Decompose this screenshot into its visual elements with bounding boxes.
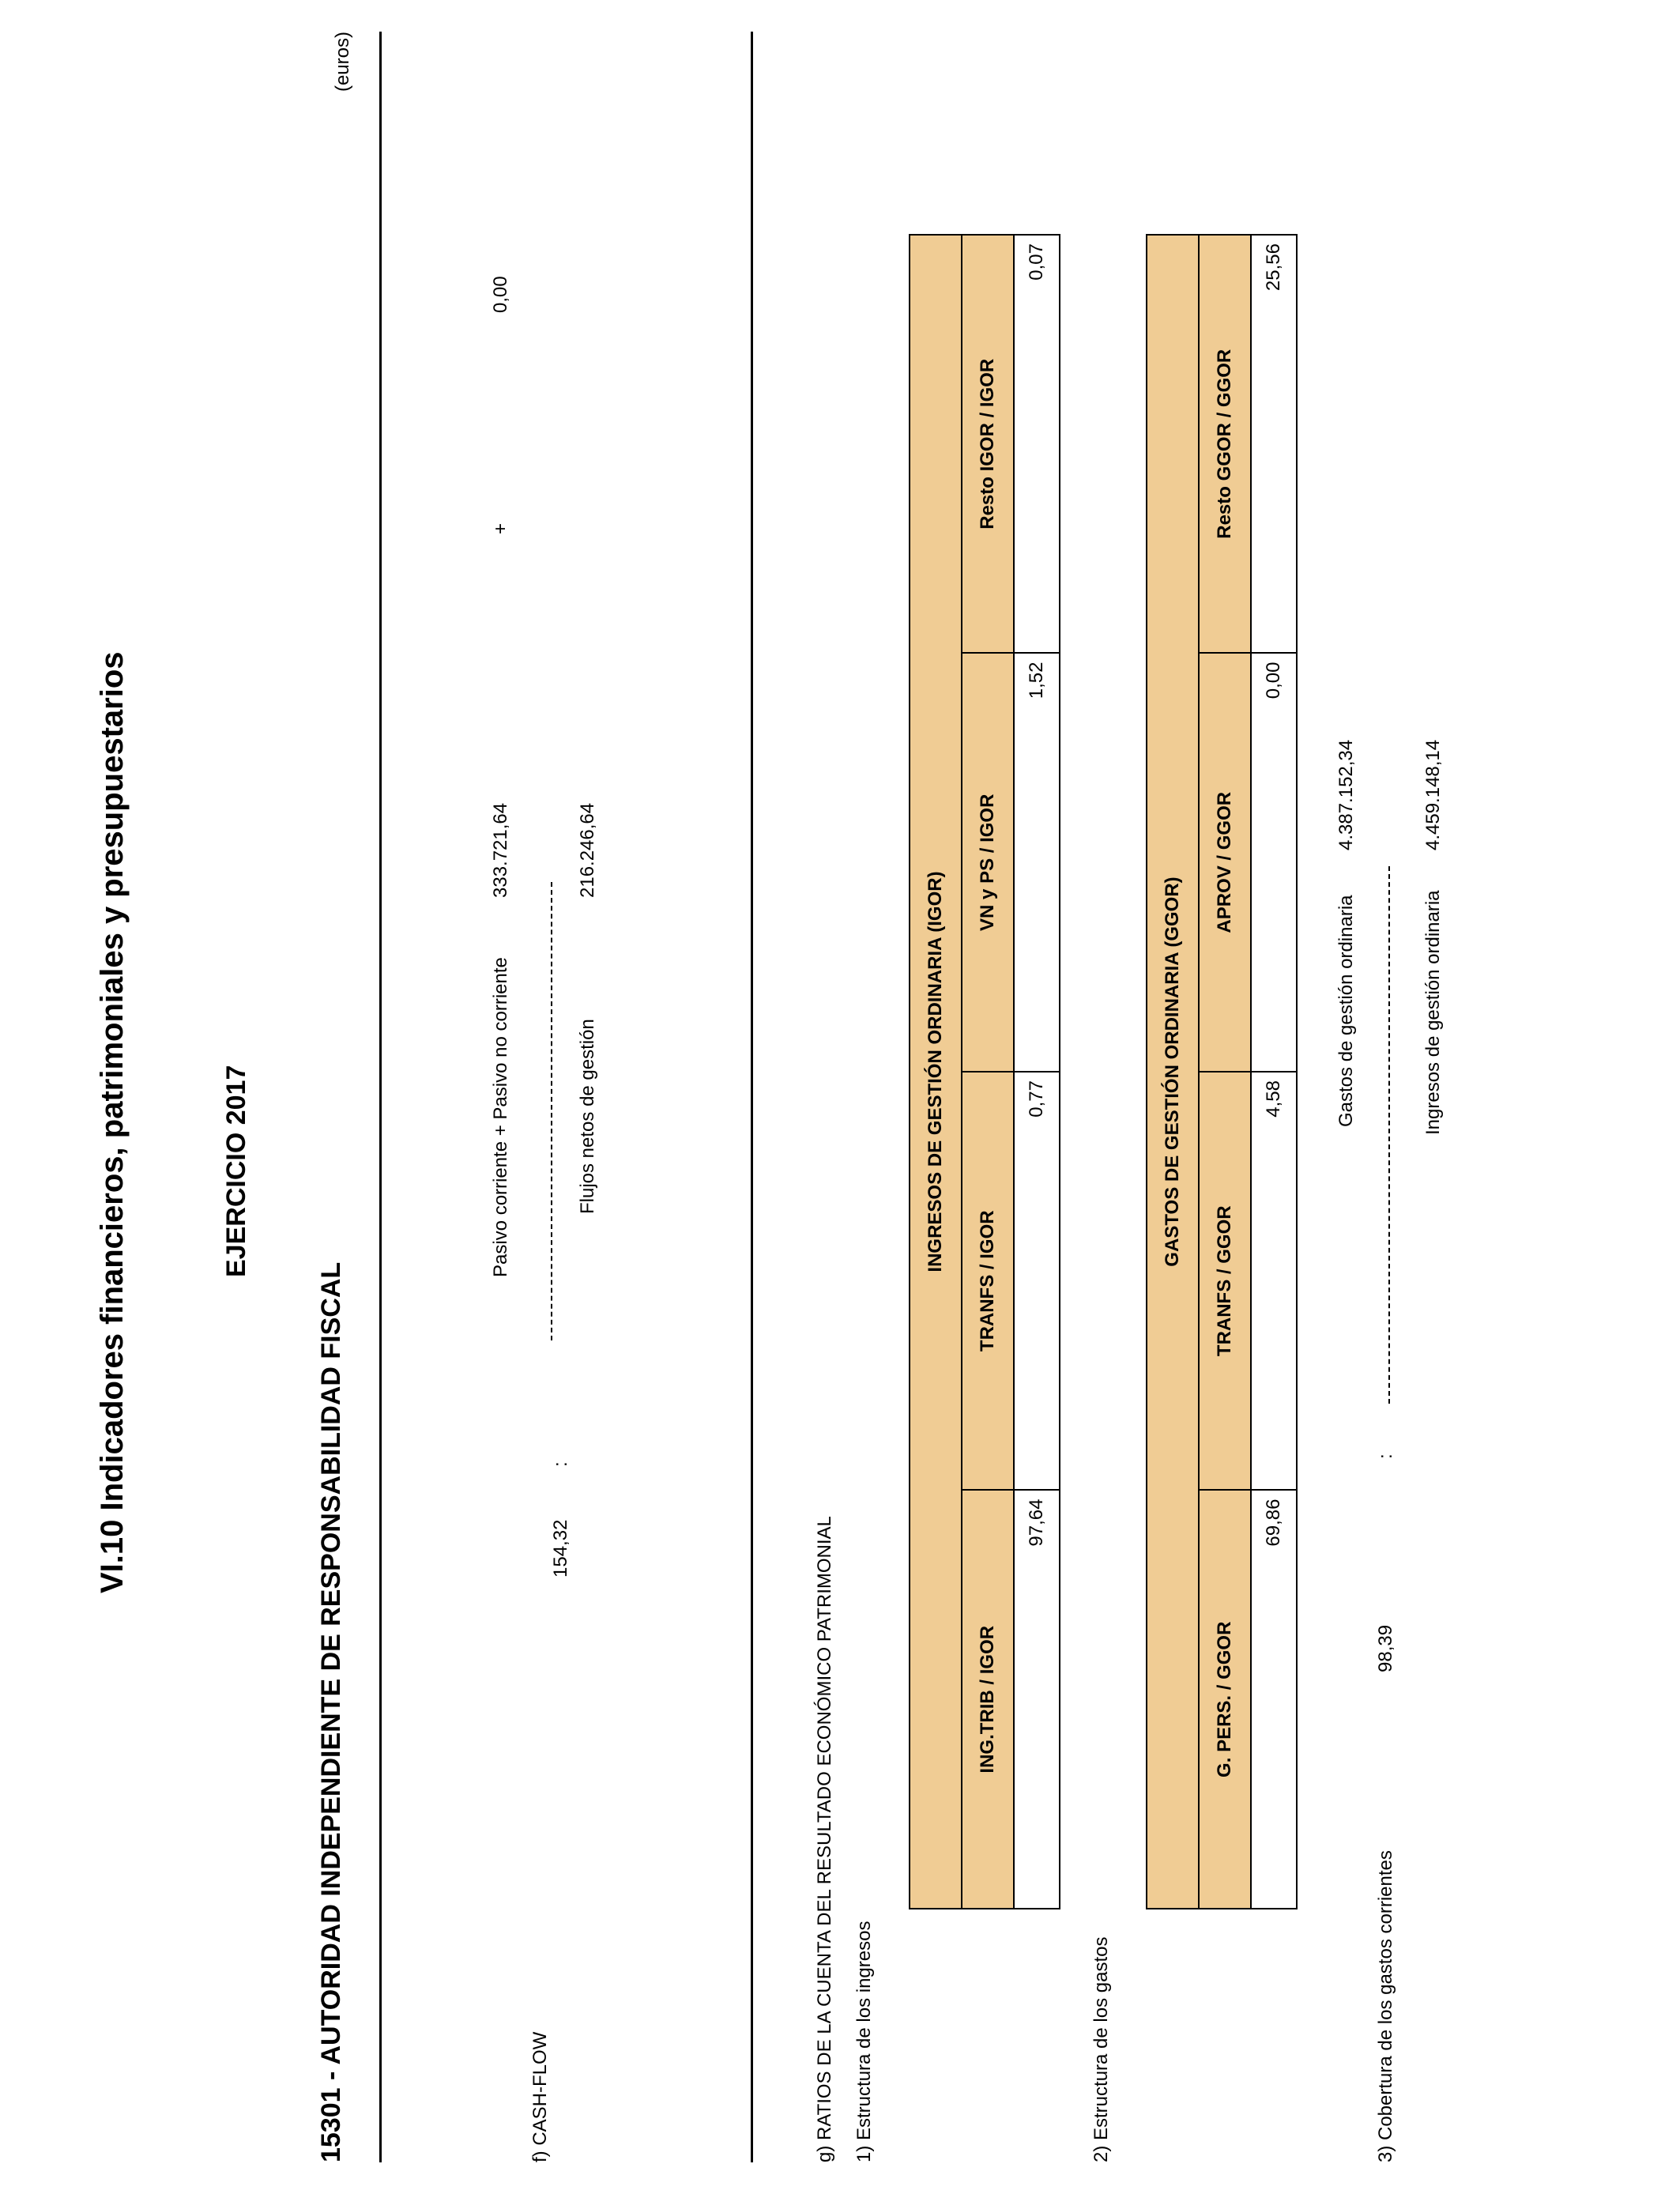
- cashflow-fraction-line: [551, 882, 552, 1340]
- cobertura-denominator-value: 4.459.148,14: [1422, 739, 1444, 850]
- entity-name: 15301 - AUTORIDAD INDEPENDIENTE DE RESPONSABILIDAD FISCAL: [316, 1261, 346, 2162]
- cashflow-value: 154,32: [550, 1519, 571, 1578]
- cashflow-extra-value: 0,00: [490, 276, 511, 313]
- ingresos-col-resto: Resto IGOR / IGOR: [962, 235, 1014, 654]
- cobertura-numerator-value: 4.387.152,34: [1335, 739, 1357, 850]
- gastos-structure-label: 2) Estructura de los gastos: [1090, 1936, 1112, 2162]
- gastos-value-resto: 25,56: [1251, 235, 1297, 654]
- cobertura-value: 98,39: [1375, 1624, 1396, 1672]
- gastos-col-aprov: APROV / GGOR: [1199, 654, 1251, 1072]
- ingresos-value-resto: 0,07: [1014, 235, 1060, 654]
- top-divider: [379, 32, 382, 2162]
- cashflow-denominator-value: 216.246,64: [577, 802, 598, 898]
- gastos-value-tranfs: 4,58: [1251, 1072, 1297, 1491]
- cobertura-fraction-line: [1388, 866, 1390, 1404]
- gastos-ratio-table: [1146, 234, 1298, 1909]
- ingresos-structure-label: 1) Estructura de los ingresos: [853, 1921, 875, 2162]
- ingresos-col-vn-ps: VN y PS / IGOR: [962, 654, 1014, 1072]
- cobertura-denominator-label: Ingresos de gestión ordinaria: [1422, 890, 1444, 1135]
- report-title: VI.10 Indicadores financieros, patrimoniales y presupuestarios: [95, 651, 130, 1593]
- gastos-group-header: GASTOS DE GESTIÓN ORDINARIA (GGOR): [1147, 235, 1199, 1909]
- ratios-heading: g) RATIOS DE LA CUENTA DEL RESULTADO ECONÓMICO PATRIMONIAL: [814, 1516, 835, 2162]
- cobertura-colon: :: [1375, 1453, 1396, 1459]
- fiscal-year: EJERCICIO 2017: [221, 1065, 251, 1277]
- gastos-col-g-pers: G. PERS. / GGOR: [1199, 1491, 1251, 1909]
- gastos-col-resto: Resto GGOR / GGOR: [1199, 235, 1251, 654]
- ingresos-value-vn-ps: 1,52: [1014, 654, 1060, 1072]
- gastos-col-tranfs: TRANFS / GGOR: [1199, 1072, 1251, 1491]
- gastos-value-aprov: 0,00: [1251, 654, 1297, 1072]
- cashflow-plus: +: [490, 522, 511, 534]
- cobertura-label: 3) Cobertura de los gastos corrientes: [1375, 1850, 1396, 2162]
- cobertura-numerator-label: Gastos de gestión ordinaria: [1335, 895, 1357, 1127]
- cashflow-numerator-value: 333.721,64: [490, 802, 511, 898]
- cashflow-denominator-label: Flujos netos de gestión: [577, 1019, 598, 1214]
- section-divider: [751, 32, 753, 2162]
- ingresos-ratio-table: [909, 234, 1060, 1909]
- cashflow-numerator-label: Pasivo corriente + Pasivo no corriente: [490, 957, 511, 1277]
- currency-note: (euros): [332, 32, 353, 92]
- cashflow-colon: :: [550, 1461, 571, 1467]
- ingresos-value-tranfs: 0,77: [1014, 1072, 1060, 1491]
- ingresos-col-ing-trib: ING.TRIB / IGOR: [962, 1491, 1014, 1909]
- ingresos-value-ing-trib: 97,64: [1014, 1491, 1060, 1909]
- ingresos-group-header: INGRESOS DE GESTIÓN ORDINARIA (IGOR): [910, 235, 962, 1909]
- cashflow-label: f) CASH-FLOW: [529, 2031, 551, 2162]
- ingresos-col-tranfs: TRANFS / IGOR: [962, 1072, 1014, 1491]
- gastos-value-g-pers: 69,86: [1251, 1491, 1297, 1909]
